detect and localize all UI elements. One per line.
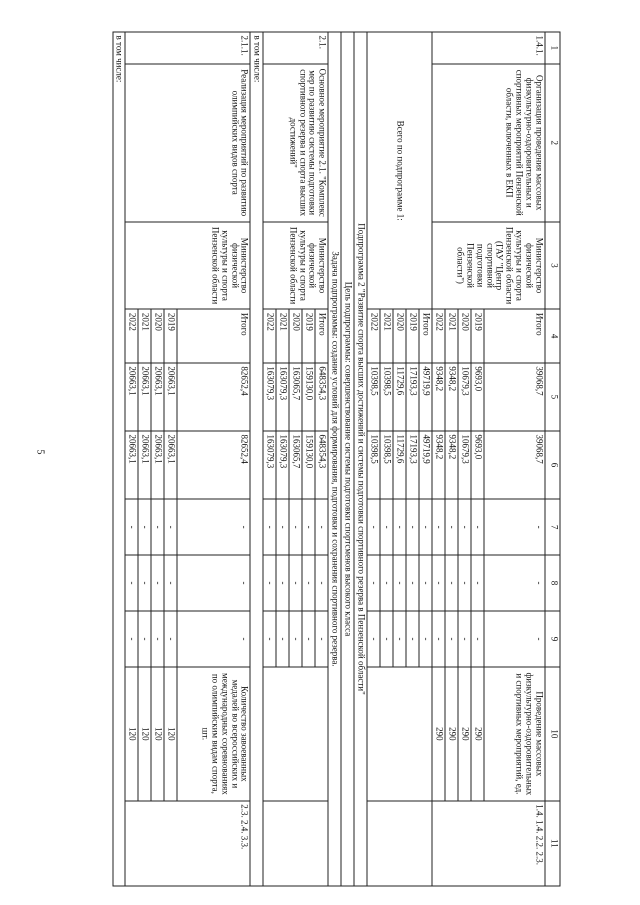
- value-cell: -: [406, 555, 419, 611]
- year-cell: 2019: [406, 309, 419, 363]
- empty-cell: [263, 667, 328, 801]
- header-col-11: 11: [545, 801, 560, 886]
- row-number: 2.1.1.: [125, 32, 250, 64]
- including-label: в том числе:: [250, 32, 263, 886]
- value-cell: -: [125, 611, 138, 667]
- value-cell: -: [315, 611, 328, 667]
- header-col-7: 7: [545, 499, 560, 555]
- value-cell: 163065,7: [289, 431, 302, 499]
- value-cell: -: [458, 499, 471, 555]
- year-cell: 2022: [367, 309, 380, 363]
- value-cell: -: [484, 611, 545, 667]
- row-number: 2.1.: [263, 32, 328, 64]
- value-cell: 9693,0: [471, 431, 484, 499]
- value-cell: -: [164, 611, 177, 667]
- event-name: Основное мероприятие 2.1. "Комплекс мер по развитию системы подготовки спортивного резерва и спорта высших достижений": [263, 64, 328, 222]
- value-cell: -: [263, 555, 276, 611]
- table-row: [315, 32, 328, 886]
- table-row: [177, 32, 250, 886]
- year-cell: Итого: [419, 309, 432, 363]
- links-cell: 1.4. 1.4. 2.2. 2.3.: [432, 801, 545, 886]
- value-cell: -: [393, 499, 406, 555]
- value-cell: -: [302, 499, 315, 555]
- year-cell: Итого: [484, 309, 545, 363]
- value-cell: -: [276, 499, 289, 555]
- value-cell: -: [419, 555, 432, 611]
- value-cell: 163079,3: [276, 363, 289, 431]
- value-cell: -: [471, 555, 484, 611]
- header-col-3: 3: [545, 222, 560, 310]
- event-name: Реализация мероприятий по развитию олимпийских видов спорта: [125, 64, 250, 222]
- year-cell: 2022: [432, 309, 445, 363]
- value-cell: 9348,2: [432, 431, 445, 499]
- value-cell: -: [380, 611, 393, 667]
- value-cell: -: [406, 611, 419, 667]
- executor: Министерство физической культуры и спорта Пензенской области: [263, 222, 328, 310]
- empty-cell: [263, 801, 328, 886]
- value-cell: 82652,4: [177, 363, 250, 431]
- value-cell: -: [164, 499, 177, 555]
- header-col-10: 10: [545, 667, 560, 801]
- executor: Министерство физической культуры и спорта Пензенской области: [125, 222, 250, 310]
- value-cell: 10398,5: [380, 431, 393, 499]
- year-cell: 2021: [276, 309, 289, 363]
- value-cell: -: [406, 499, 419, 555]
- value-cell: -: [315, 499, 328, 555]
- value-cell: -: [302, 611, 315, 667]
- value-cell: -: [445, 555, 458, 611]
- value-cell: 10679,3: [458, 431, 471, 499]
- value-cell: 20663,1: [151, 363, 164, 431]
- year-cell: 2022: [125, 309, 138, 363]
- value-cell: -: [151, 499, 164, 555]
- value-cell: 20663,1: [138, 431, 151, 499]
- subprogram-task: Задача подпрограммы: создание условий для формирования, подготовки и сохранения спортивного резерва.: [328, 32, 341, 886]
- value-cell: -: [458, 555, 471, 611]
- value-cell: 20663,1: [125, 431, 138, 499]
- empty-cell: [367, 667, 432, 801]
- value-cell: 290: [432, 667, 445, 801]
- value-cell: -: [471, 499, 484, 555]
- value-cell: -: [380, 499, 393, 555]
- header-col-4: 4: [545, 309, 560, 363]
- subprogram-total-label: Всего по подпрограмме 1:: [367, 32, 432, 309]
- value-cell: -: [471, 611, 484, 667]
- value-cell: 163079,3: [263, 363, 276, 431]
- value-cell: -: [380, 555, 393, 611]
- value-cell: -: [138, 611, 151, 667]
- value-cell: 9348,2: [432, 363, 445, 431]
- value-cell: -: [419, 499, 432, 555]
- value-cell: 82652,4: [177, 431, 250, 499]
- value-cell: 120: [164, 667, 177, 801]
- value-cell: 9348,2: [445, 431, 458, 499]
- subprogram-2-title: Подпрограмма 2 "Развитие спорта высших достижений и системы подготовки спортивного резерва в Пензенской области": [354, 32, 367, 886]
- rotated-table-container: [74, 32, 561, 887]
- value-cell: -: [125, 555, 138, 611]
- value-cell: 159130,0: [302, 431, 315, 499]
- value-cell: -: [276, 611, 289, 667]
- program-events-table: [112, 32, 560, 887]
- value-cell: -: [263, 499, 276, 555]
- executor: Министерство физической культуры и спорта Пензенской области (ГАУ "Центр спортивной подготовки Пензенской области"): [432, 222, 545, 310]
- event-name: Организация проведения массовых физкультурно-оздоровительных и спортивных мероприятий Пензенской области, включенных в ЕКП: [432, 64, 545, 222]
- year-cell: 2022: [263, 309, 276, 363]
- value-cell: -: [164, 555, 177, 611]
- value-cell: 11729,6: [393, 431, 406, 499]
- value-cell: 20663,1: [164, 363, 177, 431]
- value-cell: -: [367, 499, 380, 555]
- empty-cell: [367, 801, 432, 886]
- value-cell: 290: [445, 667, 458, 801]
- value-cell: -: [177, 611, 250, 667]
- year-cell: 2021: [445, 309, 458, 363]
- value-cell: 39068,7: [484, 431, 545, 499]
- header-col-2: 2: [545, 64, 560, 222]
- year-cell: 2019: [302, 309, 315, 363]
- year-cell: 2020: [458, 309, 471, 363]
- value-cell: -: [419, 611, 432, 667]
- header-col-5: 5: [545, 363, 560, 431]
- year-cell: Итого: [315, 309, 328, 363]
- value-cell: -: [367, 611, 380, 667]
- value-cell: 20663,1: [138, 363, 151, 431]
- value-cell: -: [458, 611, 471, 667]
- row-number: 1.4.1.: [432, 32, 545, 64]
- year-cell: 2021: [138, 309, 151, 363]
- value-cell: -: [177, 555, 250, 611]
- header-col-8: 8: [545, 555, 560, 611]
- including-label: в том числе:: [113, 32, 126, 886]
- value-cell: -: [151, 555, 164, 611]
- value-cell: -: [125, 499, 138, 555]
- value-cell: 49719,9: [419, 363, 432, 431]
- value-cell: -: [177, 499, 250, 555]
- value-cell: -: [138, 555, 151, 611]
- year-cell: 2020: [393, 309, 406, 363]
- year-cell: 2019: [471, 309, 484, 363]
- value-cell: 20663,1: [125, 363, 138, 431]
- header-col-1: 1: [545, 32, 560, 64]
- value-cell: 17193,3: [406, 363, 419, 431]
- value-cell: -: [432, 611, 445, 667]
- value-cell: -: [393, 611, 406, 667]
- value-cell: 9348,2: [445, 363, 458, 431]
- table-row: [113, 32, 126, 886]
- value-cell: 10398,5: [380, 363, 393, 431]
- table-row: [484, 32, 545, 886]
- value-cell: 120: [138, 667, 151, 801]
- value-cell: 9693,0: [471, 363, 484, 431]
- links-cell: 2.3. 2.4. 3.3.: [125, 801, 250, 886]
- year-cell: 2019: [164, 309, 177, 363]
- value-cell: 120: [125, 667, 138, 801]
- table-row: [419, 32, 432, 886]
- header-col-9: 9: [545, 611, 560, 667]
- table-row: [328, 32, 341, 886]
- value-cell: 163079,3: [263, 431, 276, 499]
- value-cell: 648354,3: [315, 431, 328, 499]
- value-cell: -: [151, 611, 164, 667]
- value-cell: 11729,6: [393, 363, 406, 431]
- value-cell: 39068,7: [484, 363, 545, 431]
- indicator-cell: Количество завоеванных медалей во всероссийских и международных соревнованиях по олимпийским видам спорта, шт.: [177, 667, 250, 801]
- value-cell: -: [432, 555, 445, 611]
- value-cell: -: [315, 555, 328, 611]
- value-cell: -: [445, 499, 458, 555]
- value-cell: 290: [458, 667, 471, 801]
- value-cell: 159130,0: [302, 363, 315, 431]
- year-cell: 2021: [380, 309, 393, 363]
- value-cell: 10679,3: [458, 363, 471, 431]
- value-cell: 49719,9: [419, 431, 432, 499]
- value-cell: -: [484, 555, 545, 611]
- header-row: [545, 32, 560, 886]
- value-cell: 648354,3: [315, 363, 328, 431]
- value-cell: 20663,1: [151, 431, 164, 499]
- value-cell: -: [393, 555, 406, 611]
- table-row: [341, 32, 354, 886]
- indicator-cell: Проведение массовых физкультурно-оздоровительных и спортивных мероприятий, ед.: [484, 667, 545, 801]
- table-row: [354, 32, 367, 886]
- table-row: [250, 32, 263, 886]
- value-cell: -: [263, 611, 276, 667]
- value-cell: 17193,3: [406, 431, 419, 499]
- year-cell: 2020: [151, 309, 164, 363]
- value-cell: -: [432, 499, 445, 555]
- value-cell: 10398,5: [367, 431, 380, 499]
- value-cell: -: [289, 611, 302, 667]
- value-cell: -: [289, 499, 302, 555]
- value-cell: 10398,5: [367, 363, 380, 431]
- year-cell: 2020: [289, 309, 302, 363]
- value-cell: -: [138, 499, 151, 555]
- header-col-6: 6: [545, 431, 560, 499]
- value-cell: 20663,1: [164, 431, 177, 499]
- value-cell: -: [302, 555, 315, 611]
- value-cell: -: [289, 555, 302, 611]
- value-cell: 290: [471, 667, 484, 801]
- value-cell: 163079,3: [276, 431, 289, 499]
- value-cell: 120: [151, 667, 164, 801]
- value-cell: -: [484, 499, 545, 555]
- subprogram-goal: Цель подпрограммы: совершенствование системы подготовки спортсменов высокого класса: [341, 32, 354, 886]
- value-cell: 163065,7: [289, 363, 302, 431]
- year-cell: Итого: [177, 309, 250, 363]
- value-cell: -: [276, 555, 289, 611]
- value-cell: -: [445, 611, 458, 667]
- value-cell: -: [367, 555, 380, 611]
- page-number: 5: [34, 449, 46, 455]
